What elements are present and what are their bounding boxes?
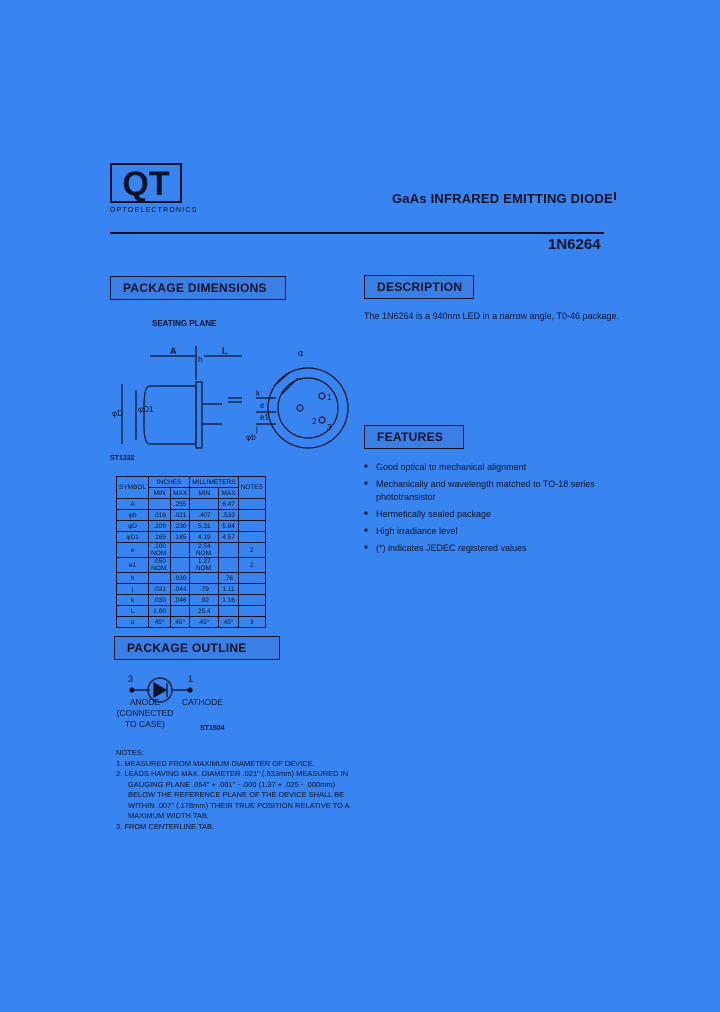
dim-a-label: A <box>170 346 177 356</box>
table-row <box>117 595 266 606</box>
note-item: 2. LEADS HAVING MAX. DIAMETER .021" (.533mm) MEASURED IN GAUGING PLANE .054" + .001" - .000 (1.37 + .025 - .000mm) BELOW THE REFERENCE PLANE OF THE DEVICE SHALL BE WITHIN .007" (.178mm) THEIR TRUE POSITION RELATIVE TO A MAXIMUM WIDTH TAB. <box>116 769 350 820</box>
table-row <box>117 532 266 543</box>
table-cell: .230 <box>171 521 190 532</box>
table-cell: .255 <box>171 499 190 510</box>
table-cell: e1 <box>117 558 149 573</box>
notes-heading: NOTES: <box>116 748 144 757</box>
table-header: MIN <box>149 488 171 499</box>
anode-label: ANODE (CONNECTED TO CASE) <box>116 697 174 729</box>
table-cell: 1.00 <box>149 606 171 617</box>
list-item: ■ Hermetically sealed package <box>364 508 624 521</box>
table-cell: 5.84 <box>219 521 238 532</box>
table-cell: j <box>117 584 149 595</box>
dimensions-table <box>116 476 266 628</box>
notes-block <box>116 748 356 832</box>
logo-subtitle: OPTOELECTRONICS <box>110 207 198 214</box>
table-cell: A <box>117 499 149 510</box>
table-cell: .021 <box>171 510 190 521</box>
table-cell: 2 <box>238 543 265 558</box>
table-cell: 6.47 <box>219 499 238 510</box>
table-cell: 45° <box>190 617 219 628</box>
dim-h-label: h <box>198 355 203 364</box>
table-cell: .030 <box>149 595 171 606</box>
table-row <box>117 584 266 595</box>
table-cell: 25.4 <box>190 606 219 617</box>
pin-3-label: 3 <box>327 423 332 432</box>
table-cell: 5.31 <box>190 521 219 532</box>
dim-d-label: φD <box>112 409 123 418</box>
table-cell: k <box>117 595 149 606</box>
table-cell: 45° <box>149 617 171 628</box>
table-cell: α <box>117 617 149 628</box>
dim-e1-label: e1 <box>260 413 269 422</box>
table-cell <box>238 584 265 595</box>
table-cell: .016 <box>149 510 171 521</box>
list-item: ■ Mechanically and wavelength matched to TO-18 series phototransistor <box>364 478 624 504</box>
table-cell: .031 <box>149 584 171 595</box>
table-row <box>117 499 266 510</box>
table-cell: .100 NOM. <box>149 543 171 558</box>
dim-j-label: j <box>256 425 258 434</box>
table-cell <box>149 499 171 510</box>
cathode-label: CATHODE <box>182 697 223 707</box>
table-cell <box>219 558 238 573</box>
table-cell: .407 <box>190 510 219 521</box>
table-cell: .165 <box>149 532 171 543</box>
table-header: MAX <box>219 488 238 499</box>
table-cell: 2 <box>238 558 265 573</box>
dim-e-label: e <box>260 401 265 410</box>
package-outline-heading: PACKAGE OUTLINE <box>114 636 280 660</box>
table-row <box>117 573 266 584</box>
table-cell: φD <box>117 521 149 532</box>
table-header: MAX <box>171 488 190 499</box>
table-cell: .044 <box>171 584 190 595</box>
table-cell <box>219 543 238 558</box>
table-cell <box>238 521 265 532</box>
list-item: ■ Good optical to mechanical alignment <box>364 461 624 474</box>
table-cell <box>190 573 219 584</box>
table-cell: 1.11 <box>219 584 238 595</box>
table-cell: .185 <box>171 532 190 543</box>
list-item: ■ High irradiance level <box>364 525 624 538</box>
dim-alpha-label: α <box>298 348 304 358</box>
table-row <box>117 617 266 628</box>
header-rule <box>110 232 604 234</box>
table-cell: .030 <box>171 573 190 584</box>
table-cell: L <box>117 606 149 617</box>
table-cell: .046 <box>171 595 190 606</box>
table-cell: .533 <box>219 510 238 521</box>
table-cell: φb <box>117 510 149 521</box>
seating-plane-label: SEATING PLANE <box>152 319 217 328</box>
table-cell <box>190 499 219 510</box>
table-row <box>117 510 266 521</box>
description-heading: DESCRIPTION <box>364 275 474 299</box>
table-cell <box>238 606 265 617</box>
part-number: 1N6264 <box>548 236 601 253</box>
list-item: ■ (*) indicates JEDEC registered values <box>364 542 624 555</box>
pin-1-label: 1 <box>327 393 332 402</box>
table-cell <box>238 499 265 510</box>
table-header: SYMBOL <box>117 477 149 499</box>
description-text: The 1N6264 is a 940nm LED in a narrow angle, T0-46 package. <box>364 311 619 321</box>
table-cell: .050 NOM. <box>149 558 171 573</box>
table-cell <box>171 558 190 573</box>
pin-2-label: 2 <box>312 417 317 426</box>
table-cell <box>171 543 190 558</box>
features-list <box>364 461 624 559</box>
table-cell: 1.27 NOM. <box>190 558 219 573</box>
table-cell: .79 <box>190 584 219 595</box>
table-cell: .209 <box>149 521 171 532</box>
table-cell: h <box>117 573 149 584</box>
table-row <box>117 543 266 558</box>
table-cell: .92 <box>190 595 219 606</box>
table-cell <box>238 532 265 543</box>
table-cell: 4.19 <box>190 532 219 543</box>
table-header: NOTES <box>238 477 265 499</box>
table-header: MILLIMETERS <box>190 477 238 488</box>
table-cell: 3 <box>238 617 265 628</box>
table-header: MIN <box>190 488 219 499</box>
table-cell: e <box>117 543 149 558</box>
table-cell <box>149 573 171 584</box>
table-row <box>117 558 266 573</box>
table-cell <box>171 606 190 617</box>
edge-mark <box>614 192 616 200</box>
table-row <box>117 521 266 532</box>
features-heading: FEATURES <box>364 425 464 449</box>
table-cell: 45° <box>219 617 238 628</box>
document-title: GaAs INFRARED EMITTING DIODE <box>392 191 613 206</box>
dim-k-label: k <box>256 389 260 398</box>
drawing-id: ST1332 <box>110 455 135 462</box>
table-row <box>117 606 266 617</box>
table-cell: 1.16 <box>219 595 238 606</box>
table-cell: φD1 <box>117 532 149 543</box>
table-cell: 4.57 <box>219 532 238 543</box>
logo-text: QT <box>122 165 170 203</box>
note-item: 1. MEASURED FROM MAXIMUM DIAMETER OF DEVICE. <box>116 758 315 768</box>
table-cell: .76 <box>219 573 238 584</box>
table-cell <box>219 606 238 617</box>
table-cell: 45° <box>171 617 190 628</box>
table-cell <box>238 595 265 606</box>
outline-pin1-label: 1 <box>188 674 194 684</box>
outline-drawing-id: ST1504 <box>200 725 225 732</box>
dim-b-label: φb <box>246 433 256 442</box>
outline-pin3-label: 3 <box>128 674 134 684</box>
table-header: INCHES <box>149 477 190 488</box>
dim-l-label: L <box>222 346 228 356</box>
note-item: 3. FROM CENTERLINE TAB. <box>116 821 215 831</box>
table-cell <box>238 510 265 521</box>
package-drawing <box>110 316 360 466</box>
table-cell: 2.54 NOM. <box>190 543 219 558</box>
dim-d1-label: φD1 <box>138 405 154 414</box>
table-cell <box>238 573 265 584</box>
package-dimensions-heading: PACKAGE DIMENSIONS <box>110 276 286 300</box>
